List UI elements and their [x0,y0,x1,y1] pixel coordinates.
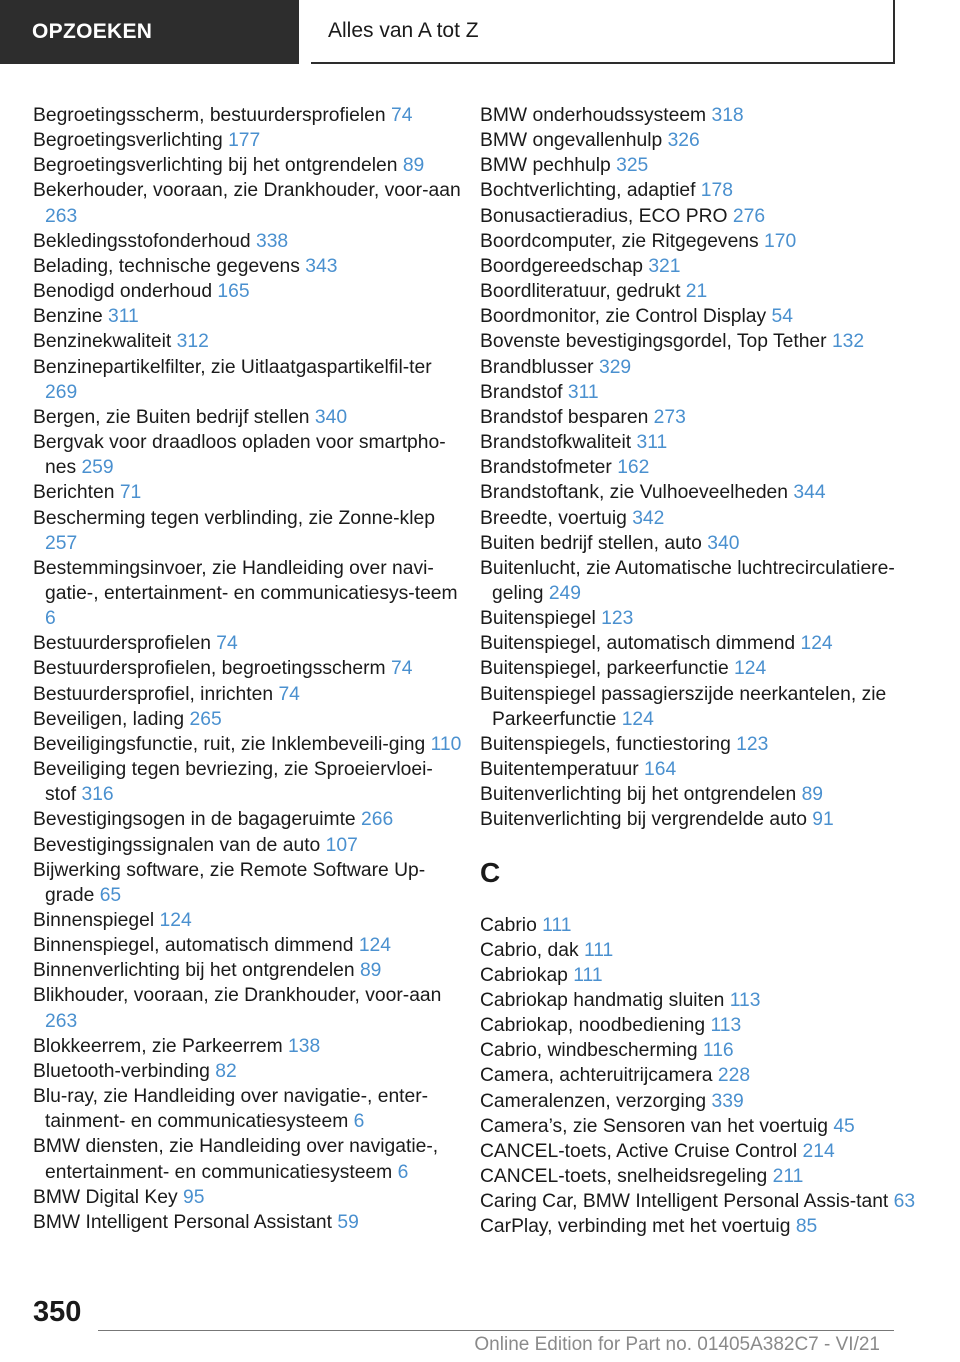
page-reference-link[interactable]: 74 [390,105,413,126]
chapter-title: Alles van A tot Z [328,19,479,42]
index-entry [480,1164,920,1189]
index-term: Buitenspiegel, automatisch dimmend [480,633,796,655]
page-reference-link[interactable]: 276 [732,205,766,227]
index-term: Buitenlucht, zie Automatische luchtrecirculatiere‐geling [480,557,895,604]
index-entry [33,128,463,153]
index-term: Boordgereedschap [480,255,643,277]
index-term: Bonusactieradius, ECO PRO [480,205,728,227]
index-entry [33,807,463,832]
page-reference-link[interactable]: 111 [583,939,614,961]
index-term: Cabriokap [480,964,568,986]
page-reference-link[interactable]: 165 [217,281,250,303]
page-reference-link[interactable]: 311 [636,432,668,454]
page-reference-link[interactable]: 6 [397,1161,409,1183]
index-term: BMW pechhulp [480,155,611,177]
index-entry [33,229,463,254]
section-title: OPZOEKEN [32,20,153,43]
page-reference-link[interactable]: 138 [288,1035,321,1057]
index-entry [33,656,463,681]
index-term: Bijwerking software, zie Remote Software Up‐grade [33,859,426,906]
index-term: Cabrio, windbescherming [480,1040,698,1062]
index-entry [480,178,920,203]
page-reference-link[interactable]: 340 [314,406,348,428]
page-reference-link[interactable]: 74 [278,683,300,705]
index-entry [33,631,463,656]
index-entry [480,128,920,153]
page-reference-link[interactable]: 6 [45,608,56,630]
index-entry [480,329,920,354]
index-term: Blu-ray, zie Handleiding over navigatie-, enter‐tainment- en communicatiesysteem [33,1086,429,1133]
page-reference-link[interactable]: 89 [801,784,824,806]
index-term: Boordmonitor, zie Control Display [480,306,767,328]
index-entry [33,983,463,1033]
page-reference-link[interactable]: 228 [717,1065,751,1087]
index-term: BMW onderhoudssysteem [480,105,707,126]
page-reference-link[interactable]: 89 [402,155,425,177]
index-entry [480,355,920,380]
index-term: Beveiligingsfunctie, ruit, zie Inklembeveili‐ging [33,733,426,755]
index-term: Blikhouder, vooraan, zie Drankhouder, voor‐aan [33,985,442,1007]
page-reference-link[interactable]: 342 [632,507,665,529]
index-term: Bestuurdersprofielen [33,633,211,655]
index-entry [480,963,920,988]
page-reference-link[interactable]: 338 [255,230,289,252]
index-term: Cabrio [480,914,537,936]
page-reference-link[interactable]: 113 [729,990,761,1011]
index-entry [33,279,463,304]
page-reference-link[interactable]: 124 [358,935,391,957]
index-term: Benzine [33,306,103,328]
page-reference-link[interactable]: 59 [337,1211,359,1233]
index-entry [33,958,463,983]
index-term: Brandstof [480,381,563,403]
index-entry [480,229,920,254]
index-column-left [33,103,463,1235]
index-term: Bergen, zie Buiten bedrijf stellen [33,406,310,428]
page-reference-link[interactable]: 249 [548,582,581,604]
index-term: Brandstoftank, zie Vulhoeveelheden [480,482,789,504]
index-entry [33,858,463,908]
index-term: Bestuurdersprofiel, inrichten [33,683,274,705]
index-term: Beveiligen, lading [33,708,185,730]
page-reference-link[interactable]: 273 [653,406,686,428]
index-term: Buitenspiegel passagierszijde neerkantelen, zie Parkeerfunctie [480,683,887,730]
letter-heading-c: C [480,856,501,888]
page-reference-link[interactable]: 123 [601,608,634,630]
index-term: Begroetingsverlichting [33,130,223,152]
index-entries-c [480,913,920,1240]
index-term: Brandstof besparen [480,406,649,428]
index-entry [33,153,463,178]
footer-edition: Online Edition for Part no. 01405A382C7 - VI/21 [474,1334,880,1355]
index-term: Bescherming tegen verblinding, zie Zonne‐klep [33,507,435,529]
index-term: CarPlay, verbinding met het voertuig [480,1216,791,1238]
index-term: Binnenverlichting bij het ontgrendelen [33,960,355,982]
page-reference-link[interactable]: 259 [81,457,114,479]
index-entry [33,355,463,405]
index-entry [480,380,920,405]
index-term: Blokkeerrem, zie Parkeerrem [33,1035,283,1057]
index-entry [33,833,463,858]
index-entry [33,329,463,354]
index-entry [480,606,920,631]
index-term: BMW Digital Key [33,1186,178,1208]
index-term: Buitenspiegels, functiestoring [480,733,731,755]
page-reference-link[interactable]: 82 [215,1060,237,1082]
index-term: Camera, achteruitrijcamera [480,1065,713,1087]
index-term: Buitenverlichting bij het ontgrendelen [480,784,797,806]
index-term: Bluetooth-verbinding [33,1060,210,1082]
page-reference-link[interactable]: 263 [45,1010,78,1032]
index-term: BMW ongevallenhulp [480,130,663,152]
page-reference-link[interactable]: 266 [361,809,394,831]
page-reference-link[interactable]: 339 [711,1090,744,1112]
page-reference-link[interactable]: 111 [542,914,572,936]
index-term: Buitenverlichting bij vergrendelde auto [480,809,807,831]
index-column-right [480,103,920,1240]
index-entry [480,913,920,938]
index-entry [480,1063,920,1088]
index-entry [33,103,463,128]
footer-divider [98,1330,894,1331]
page-reference-link[interactable]: 164 [644,759,677,781]
index-term: Boordcomputer, zie Ritgegevens [480,230,759,252]
index-term: Bovenste bevestigingsgordel, Top Tether [480,331,827,353]
page-reference-link[interactable]: 45 [833,1115,855,1137]
page-reference-link[interactable]: 91 [812,809,834,831]
index-entry [33,1059,463,1084]
index-entry [480,682,920,732]
index-entry [480,531,920,556]
page-reference-link[interactable]: 177 [228,130,261,152]
index-term: Cabrio, dak [480,939,579,961]
index-entry [480,732,920,757]
index-entry [33,682,463,707]
page-reference-link[interactable]: 123 [736,733,769,755]
page-reference-link[interactable]: 21 [685,281,708,303]
page-reference-link[interactable]: 170 [764,230,797,252]
index-entry [480,556,920,606]
index-entry [480,656,920,681]
index-entry [33,1034,463,1059]
page-reference-link[interactable]: 89 [359,960,382,982]
page-reference-link[interactable]: 312 [176,331,209,353]
index-entry [480,480,920,505]
index-entry [480,455,920,480]
index-entry [33,908,463,933]
page-reference-link[interactable]: 124 [734,658,767,680]
index-entry [33,405,463,430]
index-term: Breedte, voertuig [480,507,627,529]
index-term: Brandstofkwaliteit [480,432,632,454]
index-term: Brandblusser [480,356,594,378]
page-reference-link[interactable]: 74 [390,658,413,680]
index-entry [33,1134,463,1184]
page-reference-link[interactable]: 329 [598,356,632,378]
page-reference-link[interactable]: 116 [702,1040,734,1062]
page-reference-link[interactable]: 211 [772,1166,804,1188]
index-term: Binnenspiegel [33,910,155,931]
index-term: Bekerhouder, vooraan, zie Drankhouder, voor‐aan [33,180,461,202]
index-term: Begroetingsscherm, bestuurdersprofielen [33,105,386,126]
index-term: Bergvak voor draadloos opladen voor smartpho‐nes [33,432,446,479]
page-reference-link[interactable]: 54 [771,306,793,328]
index-entry [33,1210,463,1235]
index-entry [480,1139,920,1164]
index-entry [33,556,463,631]
index-term: CANCEL-toets, snelheidsregeling [480,1166,768,1188]
index-term: Bestemmingsinvoer, zie Handleiding over navi‐gatie-, entertainment- en communicatiesys‐teem [33,557,458,604]
page-reference-link[interactable]: 110 [430,733,462,755]
page-reference-link[interactable]: 269 [45,381,78,403]
page-reference-link[interactable]: 124 [159,910,192,931]
index-term: Begroetingsverlichting bij het ontgrendelen [33,155,398,177]
index-term: Bestuurdersprofielen, begroetingsscherm [33,658,386,680]
page-number: 350 [33,1296,82,1328]
page-reference-link[interactable]: 343 [305,255,338,277]
index-entry [480,254,920,279]
page-reference-link[interactable]: 113 [710,1015,742,1037]
chapter-tab [311,0,895,64]
page-reference-link[interactable]: 132 [831,331,865,353]
index-entry [33,1084,463,1134]
index-term: Caring Car, BMW Intelligent Personal Assis‐tant [480,1191,889,1213]
index-entry [480,103,920,128]
index-term: Binnenspiegel, automatisch dimmend [33,935,354,957]
page-reference-link[interactable]: 318 [711,105,744,126]
page-reference-link[interactable]: 178 [700,180,733,202]
index-term: CANCEL-toets, Active Cruise Control [480,1140,798,1162]
index-term: Cameralenzen, verzorging [480,1090,707,1112]
index-term: Buitentemperatuur [480,759,639,781]
index-entry [33,304,463,329]
index-entry [33,254,463,279]
page-reference-link[interactable]: 71 [119,482,142,504]
page-reference-link[interactable]: 344 [793,482,826,504]
index-entry [480,782,920,807]
index-entry [480,938,920,963]
index-term: Camera’s, zie Sensoren van het voertuig [480,1115,828,1137]
page-reference-link[interactable]: 311 [108,306,139,328]
index-term: Cabriokap handmatig sluiten [480,990,725,1011]
index-term: Belading, technische gegevens [33,255,300,277]
index-term: Brandstofmeter [480,457,612,479]
page-reference-link[interactable]: 162 [617,457,650,479]
index-entry [33,506,463,556]
page-reference-link[interactable]: 214 [802,1140,835,1162]
index-entry [33,732,463,757]
index-entry [480,304,920,329]
index-entry [480,988,920,1013]
index-term: Bevestigingssignalen van de auto [33,834,321,856]
page-reference-link[interactable]: 325 [616,155,649,177]
page-reference-link[interactable]: 316 [81,784,114,806]
index-term: Berichten [33,482,115,504]
section-tab [0,0,299,64]
index-entry [480,153,920,178]
index-entry [480,405,920,430]
index-entry [480,1089,920,1114]
index-entry [33,707,463,732]
index-term: Buitenspiegel [480,608,596,630]
index-entry [480,506,920,531]
page-reference-link[interactable]: 321 [648,255,681,277]
page-reference-link[interactable]: 265 [189,708,222,730]
index-entry [33,178,463,228]
page-reference-link[interactable]: 311 [567,381,599,403]
index-entry [480,430,920,455]
index-term: Benzinekwaliteit [33,331,172,353]
index-entry [480,204,920,229]
page-reference-link[interactable]: 263 [45,205,78,227]
page-reference-link[interactable]: 74 [216,633,238,655]
index-entry [480,1214,920,1239]
page-reference-link[interactable]: 124 [800,633,833,655]
index-entry [33,480,463,505]
index-entry [480,1189,920,1214]
index-entry [33,1185,463,1210]
index-entries-b [480,103,920,833]
page-reference-link[interactable]: 65 [99,884,122,906]
index-term: Benzinepartikelfilter, zie Uitlaatgaspartikelfil‐ter [33,356,432,378]
index-entry [480,279,920,304]
page-reference-link[interactable]: 6 [353,1111,365,1133]
index-term: Cabriokap, noodbediening [480,1015,706,1037]
index-term: Bevestigingsogen in de bagageruimte [33,809,356,831]
index-term: Bekledingsstofonderhoud [33,230,251,252]
index-term: Benodigd onderhoud [33,281,213,303]
index-term: Beveiliging tegen bevriezing, zie Sproeiervloei‐stof [33,759,433,806]
index-entry [480,807,920,832]
page-reference-link[interactable]: 111 [573,964,603,986]
index-entry [480,631,920,656]
index-entry [480,757,920,782]
index-entry [33,933,463,958]
page-reference-link[interactable]: 63 [893,1191,916,1213]
page-reference-link[interactable]: 326 [667,130,700,152]
page-reference-link[interactable]: 85 [795,1216,818,1238]
index-entry [480,1114,920,1139]
index-term: Buiten bedrijf stellen, auto [480,532,702,554]
index-term: Buitenspiegel, parkeerfunctie [480,658,729,680]
page-reference-link[interactable]: 257 [45,532,78,554]
page-reference-link[interactable]: 107 [325,834,358,856]
index-term: BMW Intelligent Personal Assistant [33,1211,332,1233]
index-entry [480,1013,920,1038]
page-reference-link[interactable]: 124 [621,708,654,730]
index-entry [480,1038,920,1063]
index-term: Bochtverlichting, adaptief [480,180,696,202]
index-term: BMW diensten, zie Handleiding over navigatie-, entertainment- en communicatiesysteem [33,1136,439,1183]
index-entry [33,430,463,480]
page-reference-link[interactable]: 340 [707,532,740,554]
index-term: Boordliteratuur, gedrukt [480,281,681,303]
page-reference-link[interactable]: 95 [183,1186,205,1208]
index-entry [33,757,463,807]
